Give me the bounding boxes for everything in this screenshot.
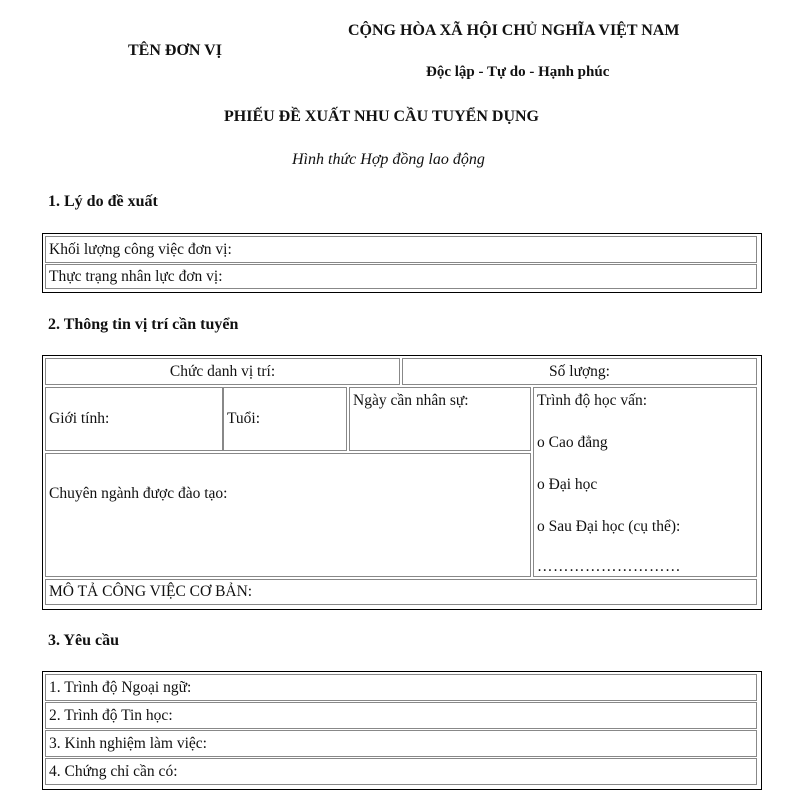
reason-row-label: Thực trạng nhân lực đơn vị: [49,268,223,285]
form-subtitle: Hình thức Hợp đồng lao động [292,151,485,168]
requirements-table [42,671,762,790]
quantity-cell[interactable] [402,358,757,385]
requirement-label: 2. Trình độ Tin học: [49,707,173,724]
education-cell[interactable] [533,387,757,577]
education-option-college[interactable]: o Cao đẳng [537,434,608,451]
reason-table [42,233,762,293]
requirement-label: 3. Kinh nghiệm làm việc: [49,735,207,752]
form-title: PHIẾU ĐỀ XUẤT NHU CẦU TUYỂN DỤNG [224,108,539,125]
requirement-row[interactable] [45,758,757,785]
gender-label: Giới tính: [49,410,110,427]
nation-name: CỘNG HÒA XÃ HỘI CHỦ NGHĨA VIỆT NAM [348,22,680,39]
date-needed-cell[interactable] [349,387,531,451]
reason-row-workload[interactable] [45,236,757,263]
reason-row-label: Khối lượng công việc đơn vị: [49,241,232,258]
organization-name: TÊN ĐƠN VỊ [128,42,222,59]
age-cell[interactable] [223,387,347,451]
major-label: Chuyên ngành được đào tạo: [49,485,228,502]
job-description-cell[interactable] [45,579,757,605]
age-label: Tuổi: [227,410,261,427]
position-table [42,355,762,610]
job-description-label: MÔ TẢ CÔNG VIỆC CƠ BẢN: [49,583,253,600]
position-title-cell[interactable] [45,358,400,385]
requirement-row[interactable] [45,730,757,757]
education-label: Trình độ học vấn: [537,392,648,409]
section2-heading: 2. Thông tin vị trí cần tuyển [48,316,239,333]
requirement-row[interactable] [45,702,757,729]
section3-heading: 3. Yêu cầu [48,632,119,649]
major-cell[interactable] [45,453,531,577]
position-title-label: Chức danh vị trí: [169,363,276,380]
requirement-label: 4. Chứng chỉ cần có: [49,763,178,780]
gender-cell[interactable] [45,387,223,451]
section1-heading: 1. Lý do đề xuất [48,193,158,210]
date-needed-label: Ngày cần nhân sự: [353,392,469,409]
education-option-university[interactable]: o Đại học [537,476,598,493]
reason-row-staffing[interactable] [45,264,757,289]
requirement-label: 1. Trình độ Ngoại ngữ: [49,679,192,696]
quantity-label: Số lượng: [549,363,610,380]
national-motto: Độc lập - Tự do - Hạnh phúc [426,64,610,80]
education-option-postgraduate[interactable]: o Sau Đại học (cụ thể): [537,518,681,535]
education-dots: ……………………… [537,558,681,575]
requirement-row[interactable] [45,674,757,701]
